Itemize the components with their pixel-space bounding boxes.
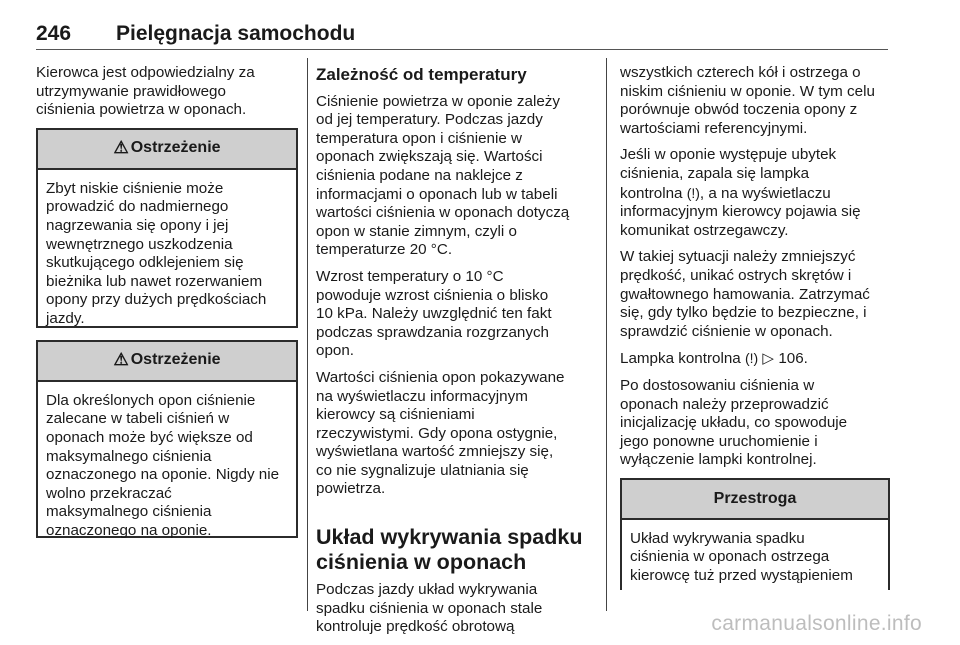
text-line: opony przy dużych prędkościach	[46, 291, 267, 309]
text-line: ciśnienia podane na naklejce z	[316, 166, 523, 184]
text-line: informacyjnym kierowcy pojawia się	[620, 203, 861, 221]
warning-title: Ostrzeżenie	[130, 351, 221, 369]
paragraph	[620, 377, 890, 470]
text-line: inicjalizację układu, co spowoduje	[620, 414, 848, 432]
tire-pressure-lamp-icon: (!)	[686, 184, 700, 201]
text-line: temperaturze 20 °C.	[316, 241, 453, 259]
warning-triangle-icon: ⚠	[113, 138, 129, 158]
text-line	[620, 184, 890, 204]
text-line: oponach zwiększają się. Wartości	[316, 148, 543, 166]
text-line: wartościami referencyjnymi.	[620, 119, 808, 137]
heading-line: Układ wykrywania spadku	[316, 525, 583, 550]
warning-title: Ostrzeżenie	[130, 139, 221, 157]
subsection-heading: Zależność od temperatury	[316, 65, 527, 84]
column-divider	[606, 58, 607, 611]
text-line: od jej temperatury. Podczas jazdy	[316, 111, 543, 129]
watermark: carmanualsonline.info	[711, 612, 922, 635]
warning-triangle-icon: ⚠	[113, 350, 129, 370]
section-heading	[316, 525, 592, 575]
intro-paragraph	[36, 64, 298, 120]
text-line: Kierowca jest odpowiedzialny za	[36, 64, 255, 81]
text-line: Podczas jazdy układ wykrywania	[316, 581, 538, 599]
warning-box-body	[38, 170, 296, 337]
warning-box	[36, 340, 298, 538]
text-line: porównuje obwód toczenia opony z	[620, 101, 858, 119]
text-line: podczas sprawdzania rozgrzanych	[316, 323, 549, 341]
header-rule	[36, 49, 888, 50]
page-reference-arrow-icon: ▷	[762, 350, 775, 368]
text-fragment: kontrolna	[620, 184, 687, 202]
text-line: komunikat ostrzegawczy.	[620, 221, 789, 239]
text-line: Wartości ciśnienia opon pokazywane	[316, 368, 565, 386]
text-line: opon.	[316, 342, 355, 360]
text-line: wewnętrznego uszkodzenia	[46, 235, 233, 253]
page-number: 246	[36, 22, 72, 45]
text-line: utrzymywanie prawidłowego	[36, 82, 226, 100]
text-line: się, gdy tylko będzie to bezpieczne, i	[620, 304, 867, 322]
paragraph	[620, 248, 890, 341]
text-line: niskim ciśnieniu w oponie. W tym celu	[620, 82, 875, 100]
section-title: Pielęgnacja samochodu	[116, 22, 356, 45]
text-line: spadku ciśnienia w oponach stale	[316, 599, 543, 617]
text-line: Wzrost temperatury o 10 °C	[316, 267, 504, 285]
caution-box-header	[622, 480, 888, 520]
warning-box-header	[38, 342, 296, 382]
page-header	[36, 22, 888, 52]
text-line: Po dostosowaniu ciśnienia w	[620, 376, 815, 394]
text-line: kierowcę tuż przed wystąpieniem	[630, 567, 853, 585]
text-fragment: .	[803, 350, 808, 368]
paragraph	[620, 146, 890, 240]
text-line: co nie sygnalizuje ulatniania się	[316, 461, 529, 479]
text-line: informacjami o oponach lub w tabeli	[316, 185, 558, 203]
text-line: ciśnienia, zapala się lampka	[620, 164, 810, 182]
text-line: Zbyt niskie ciśnienie może	[46, 179, 224, 197]
caution-box-body	[622, 520, 888, 594]
text-line: nagrzewania się opony i jej	[46, 216, 229, 234]
text-line: sprawdzić ciśnienie w oponach.	[620, 322, 833, 340]
column-1	[36, 64, 298, 538]
text-line: wszystkich czterech kół i ostrzega o	[620, 64, 861, 81]
text-line: oponach należy przeprowadzić	[620, 395, 829, 413]
text-line: na wyświetlaczu informacyjnym	[316, 387, 528, 405]
paragraph	[620, 64, 890, 138]
text-line: temperatura opon i ciśnienie w	[316, 129, 522, 147]
text-line: Dla określonych opon ciśnienie	[46, 391, 256, 409]
paragraph	[316, 268, 592, 361]
text-line: ciśnienia w oponach ostrzega	[630, 548, 830, 566]
text-line: Jeśli w oponie występuje ubytek	[620, 146, 837, 164]
text-line	[620, 349, 890, 369]
text-line: zalecane w tabeli ciśnień w	[46, 410, 230, 428]
caution-title: Przestroga	[713, 489, 797, 507]
column-divider	[307, 58, 308, 611]
paragraph	[316, 369, 592, 499]
paragraph	[316, 93, 592, 260]
column-2	[316, 64, 592, 645]
text-line: kontroluje prędkość obrotową	[316, 618, 515, 636]
warning-box	[36, 128, 298, 328]
warning-box-header	[38, 130, 296, 170]
paragraph	[620, 349, 890, 369]
text-line: skutkującego odklejeniem się	[46, 254, 244, 272]
text-line: powoduje wzrost ciśnienia o blisko	[316, 286, 549, 304]
text-line: prowadzić do nadmiernego	[46, 198, 229, 216]
column-3	[620, 64, 890, 590]
text-line: kierowcy są ciśnieniami	[316, 406, 475, 424]
text-line: ciśnienia powietrza w oponach.	[36, 101, 247, 119]
text-line: jego ponowne uruchomienie i	[620, 432, 818, 450]
text-line: wyłączenie lampki kontrolnej.	[620, 451, 817, 469]
warning-box-body	[38, 382, 296, 549]
text-line: wartości ciśnienia w oponach dotyczą	[316, 204, 570, 222]
text-line: opon w stanie zimnym, czyli o	[316, 222, 517, 240]
text-line: prędkość, unikać ostrych skrętów i	[620, 266, 852, 284]
text-line: Ciśnienie powietrza w oponie zależy	[316, 92, 560, 110]
text-line: wolno przekraczać	[46, 484, 172, 502]
text-line: rzeczywistymi. Gdy opona ostygnie,	[316, 424, 558, 442]
text-line: W takiej sytuacji należy zmniejszyć	[620, 248, 856, 266]
text-line: oponach może być większe od	[46, 428, 253, 446]
text-line: 10 kPa. Należy uwzględnić ten fakt	[316, 305, 552, 323]
text-line: wyświetlana wartość zmniejszy się,	[316, 443, 554, 461]
text-line: oznaczonego na oponie.	[46, 521, 212, 539]
text-line: gwałtownego hamowania. Zatrzymać	[620, 285, 870, 303]
text-fragment: , a na wyświetlaczu	[699, 184, 831, 202]
caution-box	[620, 478, 890, 590]
heading-line: ciśnienia w oponach	[316, 550, 527, 575]
text-line: maksymalnego ciśnienia	[46, 447, 212, 465]
text-line: powietrza.	[316, 480, 386, 498]
page-reference[interactable]: 106	[778, 350, 804, 368]
tire-pressure-lamp-icon: (!)	[744, 350, 759, 367]
text-line: jazdy.	[46, 309, 85, 327]
text-fragment: Lampka kontrolna	[620, 350, 745, 368]
text-line: oznaczonego na oponie. Nigdy nie	[46, 466, 280, 484]
text-line: Układ wykrywania spadku	[630, 529, 805, 547]
text-line: bieżnika lub nawet rozerwaniem	[46, 272, 263, 290]
paragraph	[316, 581, 592, 637]
text-line: maksymalnego ciśnienia	[46, 503, 212, 521]
